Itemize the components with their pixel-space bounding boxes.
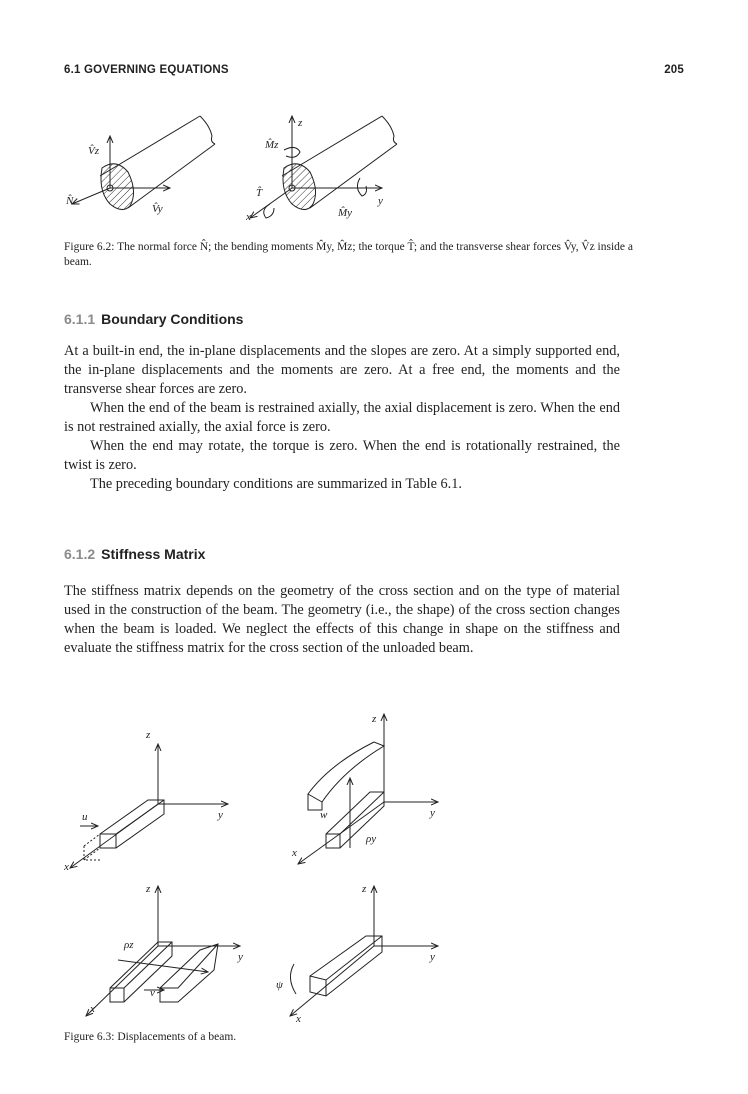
figure-6-2-beam-forces xyxy=(60,96,420,236)
label-w: w xyxy=(320,809,328,821)
figure-6-3-beam-displacements xyxy=(54,706,454,1026)
label-y: y xyxy=(430,951,435,963)
label-y: y xyxy=(218,809,223,821)
label-x: x xyxy=(292,847,297,859)
left-beam-diagram xyxy=(65,116,215,215)
page-number: 205 xyxy=(664,64,684,76)
panel-transverse-v-displacement xyxy=(86,883,243,1016)
section-heading-6-1-2 xyxy=(64,546,205,562)
panel-twist-displacement xyxy=(276,883,438,1025)
label-z-fig2: z xyxy=(298,117,303,129)
label-my: M̂y xyxy=(338,207,353,219)
right-beam-diagram xyxy=(245,116,397,223)
section-title: Boundary Conditions xyxy=(101,311,244,327)
paragraph: When the end of the beam is restrained axially, the axial displacement is zero. When the end is not restrained axially, the axial force is zero. xyxy=(64,400,620,435)
label-z: z xyxy=(372,713,377,725)
label-x-fig2: x xyxy=(246,211,251,223)
paragraph: At a built-in end, the in-plane displacements and the slopes are zero. At a simply supported end, the in-plane displacements and the moments are zero. At a free end, the moments and the transverse shear forces are zero. xyxy=(64,343,620,397)
panel-transverse-w-displacement xyxy=(291,713,438,864)
section-title: Stiffness Matrix xyxy=(101,546,206,562)
figure-6-2-caption: Figure 6.2: The normal force N̂; the bending moments M̂y, M̂z; the torque T̂; and the transverse shear forces V̂y, V̂z inside a beam. xyxy=(64,241,634,268)
label-z: z xyxy=(146,883,151,895)
running-header xyxy=(64,64,684,80)
label-vz: V̂z xyxy=(88,145,99,157)
label-x: x xyxy=(296,1013,301,1025)
label-v: v xyxy=(150,987,155,999)
paragraph: When the end may rotate, the torque is zero. When the end is rotationally restrained, the twist is zero. xyxy=(64,438,620,473)
label-mz: M̂z xyxy=(265,139,279,151)
running-header-section: 6.1 GOVERNING EQUATIONS xyxy=(64,64,229,76)
label-y-fig2: y xyxy=(378,195,383,207)
label-y: y xyxy=(238,951,243,963)
paragraph: The stiffness matrix depends on the geometry of the cross section and on the type of material used in the construction of the beam. The geometry (i.e., the shape) of the cross section changes when the beam is loaded. We neglect the effects of this change in shape on the stiffness and evaluate the stiffness matrix for the cross section of the unloaded beam. xyxy=(64,583,620,656)
section-number: 6.1.1 xyxy=(64,311,96,327)
label-vy: V̂y xyxy=(152,203,163,215)
section-6-1-1-body xyxy=(64,342,620,494)
label-x: x xyxy=(90,1003,95,1015)
label-psi: ψ xyxy=(276,979,283,991)
section-heading-6-1-1 xyxy=(64,311,243,327)
label-z: z xyxy=(146,729,151,741)
section-number: 6.1.2 xyxy=(64,546,96,562)
label-t: T̂ xyxy=(256,187,263,199)
label-n: N̂ xyxy=(66,195,74,207)
label-rho-z: ρz xyxy=(124,939,134,951)
label-y: y xyxy=(430,807,435,819)
label-rho-y: ρy xyxy=(366,833,377,845)
label-u: u xyxy=(82,811,88,823)
panel-axial-displacement xyxy=(63,729,228,873)
paragraph: The preceding boundary conditions are summarized in Table 6.1. xyxy=(90,476,462,492)
figure-6-3-caption: Figure 6.3: Displacements of a beam. xyxy=(64,1031,237,1043)
label-x: x xyxy=(64,861,69,873)
label-z: z xyxy=(362,883,367,895)
section-6-1-2-body xyxy=(64,582,620,658)
